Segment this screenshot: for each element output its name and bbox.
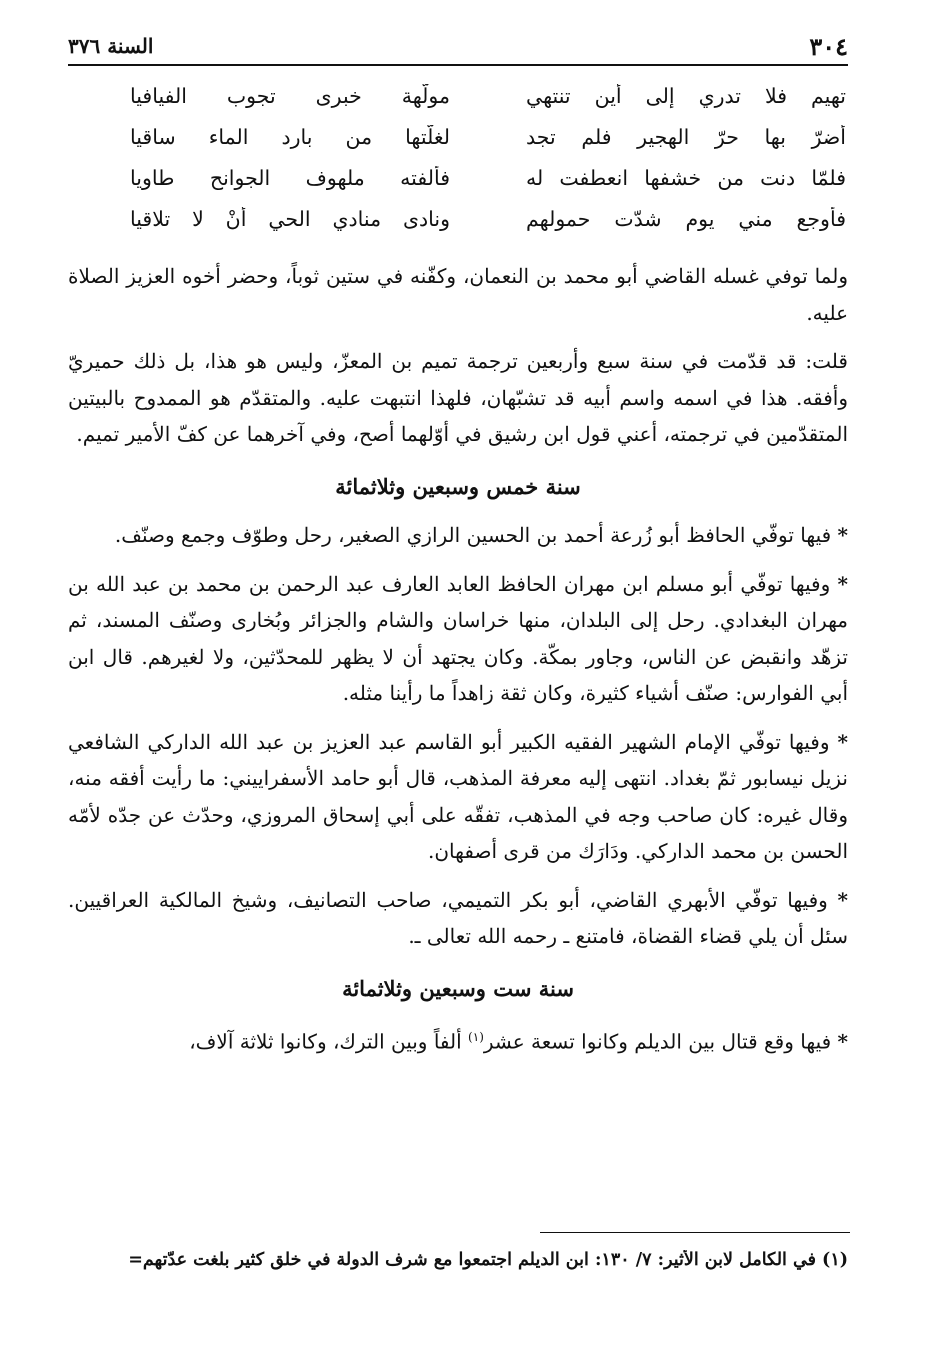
footnote-text: في الكامل لابن الأثير: ٧/ ١٣٠: ابن الديلم اجتمعوا مع شرف الدولة في خلق كثير بلغت عدّتهم=: [128, 1250, 816, 1270]
entry-star: *: [837, 571, 848, 596]
body-text: [68, 258, 848, 1060]
entry-text: ألفاً وبين الترك، وكانوا ثلاثة آلاف،: [189, 1029, 469, 1054]
year-heading-376: سنة ست وسبعين وثلاثمائة: [342, 975, 574, 1001]
verse-second-hemistich: مولّهة خبرى تجوب الفيافيا: [130, 84, 450, 108]
poem-verse: [130, 84, 846, 125]
verse-second-hemistich: لغلّتها من بارد الماء ساقيا: [130, 125, 450, 149]
entry-darki: [68, 724, 848, 870]
entry-text: فيها توفّي الحافظ أبو زُرعة أحمد بن الحسين الرازي الصغير، رحل وطوّف وجمع وصنّف.: [114, 523, 832, 547]
poem: [130, 84, 846, 248]
footnote-marker: (١): [822, 1250, 848, 1270]
verse-second-hemistich: فألفته ملهوف الجوانح طاويا: [130, 166, 450, 190]
entry-daylam-battle: [68, 1019, 848, 1060]
year-heading-375: سنة خمس وسبعين وثلاثمائة: [335, 473, 581, 499]
page-header: [68, 30, 848, 66]
entry-abu-zura: [68, 517, 848, 554]
entry-text: وفيها توفّي الأبهري القاضي، أبو بكر التميمي، صاحب التصانيف، وشيخ المالكية العراقيين. سئل أن يلي قضاء القضاة، فامتنع ـ رحمه الله تعالى ـ.: [68, 887, 848, 948]
verse-first-hemistich: أضرّ بها حرّ الهجير فلم تجد: [526, 125, 846, 149]
entry-abhari: [68, 882, 848, 955]
entry-star: *: [837, 729, 848, 754]
poem-verse: [130, 125, 846, 166]
footnote-reference: (١): [468, 1030, 484, 1044]
entry-text: فيها وقع قتال بين الديلم وكانوا تسعة عشر: [483, 1029, 832, 1054]
entry-star: *: [837, 523, 848, 547]
entry-ibn-mihran: [68, 566, 848, 712]
running-title: السنة ٣٧٦: [68, 34, 154, 58]
poem-verse: [130, 166, 846, 207]
page-number: ٣٠٤: [809, 32, 848, 61]
poem-verse: [130, 207, 846, 248]
footnote: [60, 1250, 848, 1270]
verse-second-hemistich: ونادى منادي الحي أنْ لا تلاقيا: [130, 207, 450, 231]
paragraph-death-note: ولما توفي غسله القاضي أبو محمد بن النعمان، وكفّنه في ستين ثوباً، وحضر أخوه العزيز الصلاة عليه.: [68, 264, 848, 325]
entry-text: وفيها توفّي الإمام الشهير الفقيه الكبير أبو القاسم عبد العزيز بن عبد الله الداركي الشافعي نزيل نيسابور ثمّ بغداد. انتهى إليه معرفة المذهب، قال أبو حامد الأسفراييني: ما رأيت أفقه منه، وقال غيره: كان صاحب وجه في المذهب، تفقّه على أبي إسحاق المروزي، وحدّث عن جدّه لأمّه الحسن بن محمد الداركي. ودَارَك من قرى أصفهان.: [68, 729, 848, 863]
verse-first-hemistich: تهيم فلا تدري إلى أين تنتهي: [526, 84, 846, 108]
entry-text: وفيها توفّي أبو مسلم ابن مهران الحافظ العابد العارف عبد الرحمن بن محمد بن عبد الله بن مهران البغدادي. رحل إلى البلدان، منها خراسان والشام والجزائر وبُخارى وصنّف المسند، ثم تزهّد وانقبض عن الناس، وجاور بمكّة. وكان يجتهد أن لا يظهر للمحدّثين، ولا لغيرهم. قال ابن أبي الفوارس: صنّف أشياء كثيرة، وكان ثقة زاهداً ما رأينا مثله.: [68, 571, 848, 705]
footnote-divider: [540, 1232, 850, 1233]
paragraph-author-remark: قلت: قد قدّمت في سنة سبع وأربعين ترجمة تميم بن المعزّ، وليس هو هذا، بل ذلك حميريّ وأفقه. هذا في اسمه واسم أبيه قد تشبّهان، فلهذا انتبهت عليه. والمتقدّم هو الممدوح بالبيتين المتقدّمين في ترجمته، أعني قول ابن رشيق في أوّلهما أصح، وفي آخرهما عن كفّ الأمير تميم.: [68, 349, 848, 446]
verse-first-hemistich: فلمّا دنت من خشفها انعطفت له: [526, 166, 846, 190]
entry-star: *: [837, 1029, 848, 1054]
verse-first-hemistich: فأوجع مني يوم شدّت حمولهم: [526, 207, 846, 231]
entry-star: *: [837, 887, 849, 912]
